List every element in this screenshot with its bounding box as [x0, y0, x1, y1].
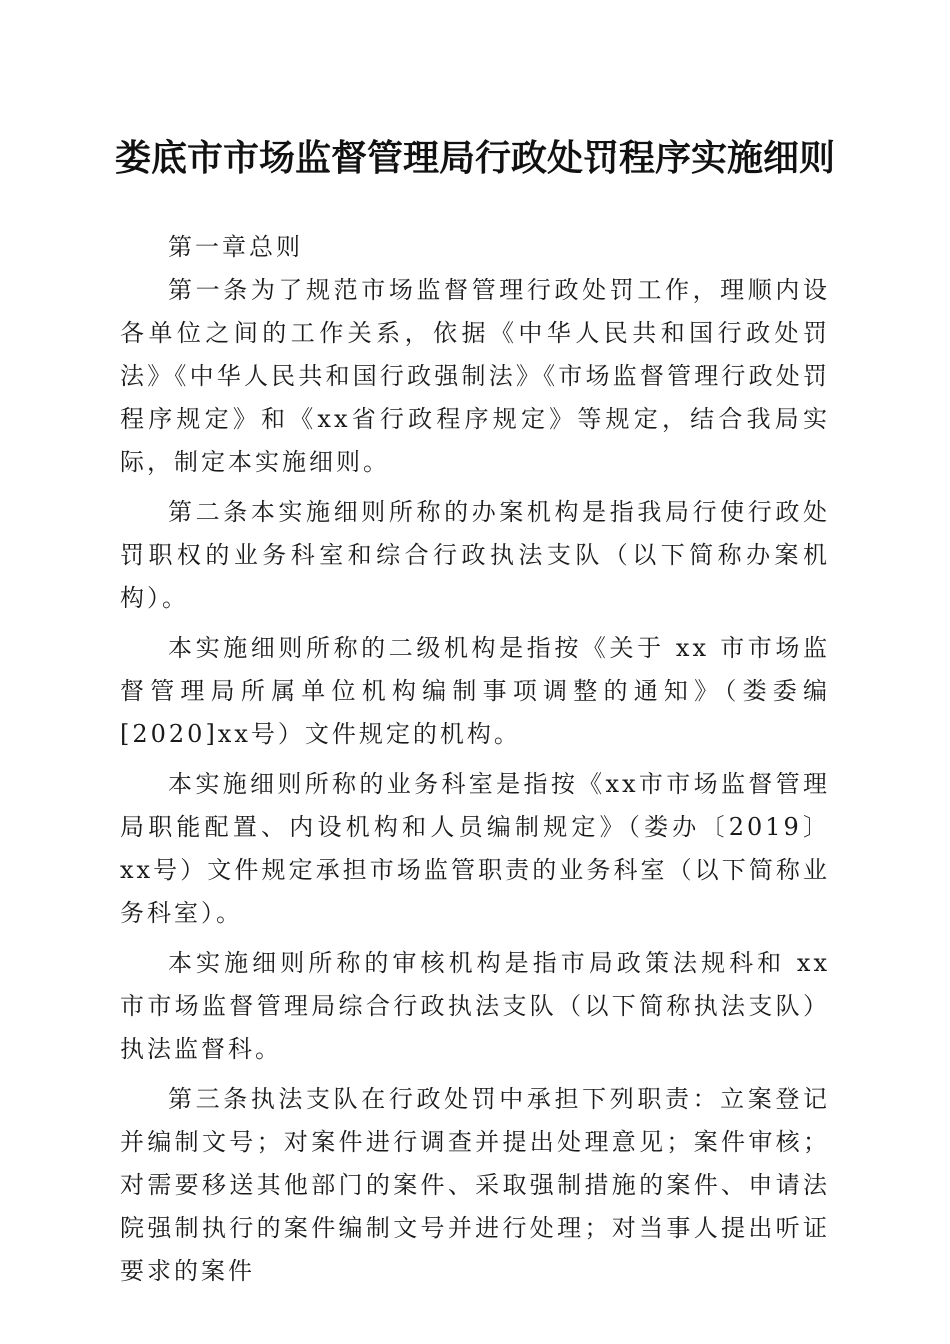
- secondary-agency-definition-paragraph: 本实施细则所称的二级机构是指按《关于 xx 市市场监督管理局所属单位机构编制事项调整的通知》（娄委编[2020]xx号）文件规定的机构。: [120, 634, 830, 748]
- document-body: [120, 226, 830, 1300]
- review-agency-definition-paragraph: 本实施细则所称的审核机构是指市局政策法规科和 xx 市市场监督管理局综合行政执法支队（以下简称执法支队）执法监督科。: [120, 949, 830, 1063]
- article-1-paragraph: 第一条为了规范市场监督管理行政处罚工作，理顺内设各单位之间的工作关系，依据《中华人民共和国行政处罚法》《中华人民共和国行政强制法》《市场监督管理行政处罚程序规定》和《xx省行政程序规定》等规定，结合我局实际，制定本实施细则。: [120, 276, 830, 476]
- business-section-definition-paragraph: 本实施细则所称的业务科室是指按《xx市市场监督管理局职能配置、内设机构和人员编制规定》（娄办〔2019〕xx号）文件规定承担市场监管职责的业务科室（以下简称业务科室）。: [120, 770, 830, 927]
- article-2-paragraph: 第二条本实施细则所称的办案机构是指我局行使行政处罚职权的业务科室和综合行政执法支队（以下简称办案机构）。: [120, 498, 830, 612]
- chapter-heading: 第一章总则: [168, 233, 303, 261]
- document-title: 娄底市市场监督管理局行政处罚程序实施细则: [114, 137, 835, 179]
- article-3-paragraph: 第三条执法支队在行政处罚中承担下列职责：立案登记并编制文号；对案件进行调查并提出处理意见；案件审核；对需要移送其他部门的案件、采取强制措施的案件、申请法院强制执行的案件编制文号并进行处理；对当事人提出听证要求的案件: [120, 1085, 830, 1285]
